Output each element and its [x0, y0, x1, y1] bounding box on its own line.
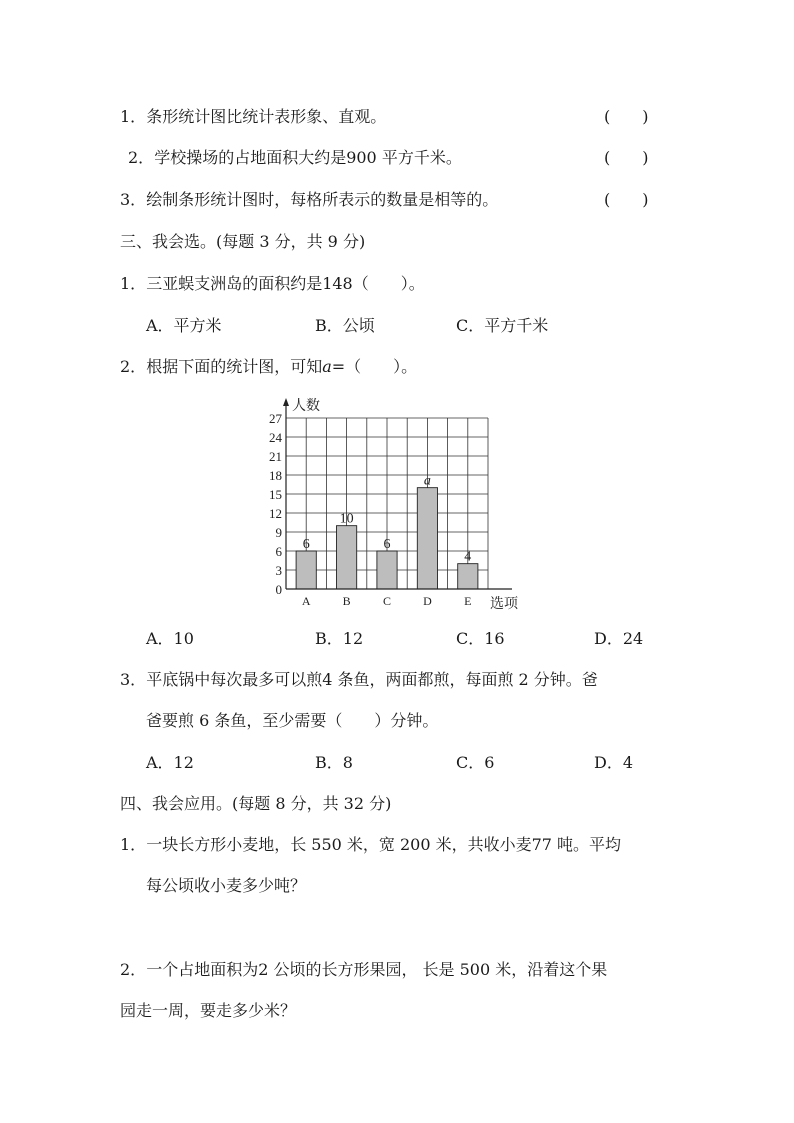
bar-chart — [250, 388, 550, 618]
s3-question-1: 1．三亚蜈支洲岛的面积约是148（ ）。 — [120, 274, 425, 293]
bar-value-label: 4 — [464, 549, 472, 565]
x-tick-label: E — [464, 594, 472, 608]
s3q2-option-b[interactable]: B．12 — [315, 629, 364, 648]
judge-item-2: 2．学校操场的占地面积大约是900 平方千米。 — [128, 148, 462, 167]
x-tick-label: B — [342, 594, 351, 608]
answer-paren-2[interactable]: ( ) — [604, 148, 649, 167]
s3q1-option-b[interactable]: B．公顷 — [315, 316, 375, 335]
y-tick-label: 3 — [275, 563, 282, 578]
y-tick-label: 9 — [275, 525, 282, 540]
section3-title: 三、我会选。(每题 3 分，共 9 分) — [120, 232, 366, 251]
y-tick-label: 6 — [275, 544, 282, 559]
s4-question-1-line1: 1．一块长方形小麦地，长 550 米，宽 200 米，共收小麦77 吨。平均 — [120, 835, 622, 854]
s3q2-option-a[interactable]: A．10 — [146, 629, 194, 648]
bar-c — [377, 551, 397, 589]
s3q2-option-d[interactable]: D．24 — [594, 629, 644, 648]
bar-value-label: 10 — [339, 511, 354, 527]
s3q3-option-d[interactable]: D．4 — [594, 753, 634, 772]
s3q2-option-c[interactable]: C．16 — [456, 629, 505, 648]
s3q1-option-c[interactable]: C．平方千米 — [456, 316, 549, 335]
y-tick-label: 27 — [269, 411, 282, 426]
bar-d — [417, 488, 437, 589]
y-tick-label: 15 — [269, 487, 282, 502]
s4-question-2-line1: 2．一个占地面积为2 公顷的长方形果园， 长是 500 米，沿着这个果 — [120, 960, 608, 979]
y-tick-label: 24 — [269, 430, 282, 445]
y-tick-label: 0 — [275, 582, 282, 597]
s3-question-3-line1: 3．平底锅中每次最多可以煎4 条鱼，两面都煎，每面煎 2 分钟。爸 — [120, 670, 598, 689]
s3q3-option-a[interactable]: A．12 — [146, 753, 194, 772]
judge-item-1: 1．条形统计图比统计表形象、直观。 — [120, 107, 387, 126]
s3-question-3-line2: 爸要煎 6 条鱼，至少需要（ ）分钟。 — [146, 711, 439, 730]
s4-question-1-line2: 每公顷收小麦多少吨？ — [146, 876, 307, 895]
y-axis-label: 人数 — [292, 399, 320, 414]
answer-paren-3[interactable]: ( ) — [604, 190, 649, 209]
x-axis-label: 选项 — [490, 597, 518, 612]
bar-b — [337, 526, 357, 589]
y-tick-label: 12 — [269, 506, 282, 521]
answer-paren-1[interactable]: ( ) — [604, 107, 649, 126]
s3-question-2: 2．根据下面的统计图，可知a=（ ）。 — [120, 357, 418, 376]
bar-a — [296, 551, 316, 589]
x-tick-label: C — [382, 594, 392, 608]
bar-value-label: 6 — [383, 537, 391, 552]
s3q3-option-b[interactable]: B．8 — [315, 753, 353, 772]
y-axis-arrow — [283, 398, 289, 406]
y-tick-label: 21 — [269, 449, 282, 464]
section4-title: 四、我会应用。(每题 8 分，共 32 分) — [120, 794, 392, 813]
bar-value-label: 6 — [302, 537, 310, 552]
variable-a: a — [322, 357, 332, 376]
y-tick-label: 18 — [269, 468, 282, 483]
s3q1-option-a[interactable]: A．平方米 — [146, 316, 222, 335]
s3q3-option-c[interactable]: C．6 — [456, 753, 495, 772]
bar-e — [458, 564, 478, 589]
x-tick-label: A — [301, 594, 311, 608]
judge-item-3: 3．绘制条形统计图时，每格所表示的数量是相等的。 — [120, 190, 499, 209]
bar-value-label: a — [423, 473, 431, 489]
s4-question-2-line2: 园走一周，要走多少米？ — [120, 1001, 297, 1020]
x-tick-label: D — [423, 594, 432, 608]
